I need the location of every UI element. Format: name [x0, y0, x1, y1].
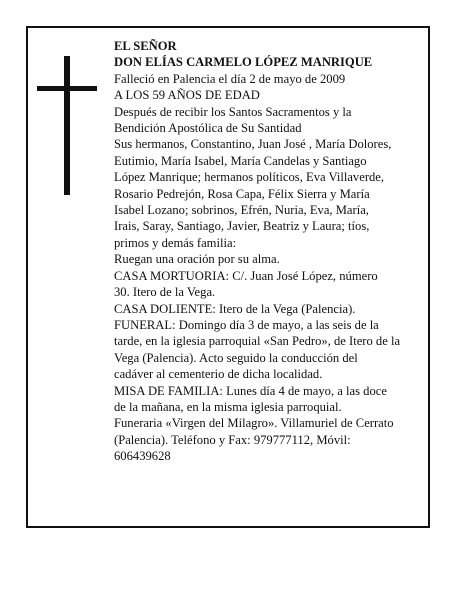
obituary-text — [114, 38, 430, 465]
body-line: Después de recibir los Santos Sacramentos y la — [114, 104, 352, 119]
body-line: CASA DOLIENTE: Itero de la Vega (Palencia). — [114, 301, 356, 316]
body-line: 30. Itero de la Vega. — [114, 285, 216, 300]
body-line: FUNERAL: Domingo día 3 de mayo, a las seis de la — [114, 317, 379, 332]
body-line: Eutimio, María Isabel, María Candelas y Santiago — [114, 153, 367, 168]
notice-heading: EL SEÑOR — [114, 39, 177, 53]
body-line: CASA MORTUORIA: C/. Juan José López, número — [114, 268, 378, 283]
body-line: López Manrique; hermanos políticos, Eva Villaverde, — [114, 170, 385, 185]
body-line: (Palencia). Teléfono y Fax: 979777112, Móvil: — [114, 432, 351, 447]
body-line: 606439628 — [114, 449, 171, 464]
deceased-name: DON ELÍAS CARMELO LÓPEZ MANRIQUE — [114, 55, 373, 70]
body-line: Bendición Apostólica de Su Santidad — [114, 121, 302, 136]
body-line: Vega (Palencia). Acto seguido la conducción del — [114, 350, 358, 365]
body-line: Isabel Lozano; sobrinos, Efrén, Nuria, Eva, María, — [114, 203, 369, 218]
death-date-line: Falleció en Palencia el día 2 de mayo de 2009 — [114, 71, 346, 86]
body-line: primos y demás familia: — [114, 235, 237, 250]
body-line: Irais, Saray, Santiago, Javier, Beatriz y Laura; tíos, — [114, 219, 370, 234]
cross-vertical-bar — [64, 56, 70, 195]
body-line: MISA DE FAMILIA: Lunes día 4 de mayo, a las doce — [114, 383, 387, 398]
body-line: cadáver al cementerio de dicha localidad. — [114, 367, 323, 382]
age-line: A LOS 59 AÑOS DE EDAD — [114, 88, 260, 103]
body-line: de la mañana, en la misma iglesia parroquial. — [114, 399, 342, 414]
body-line: Rosario Pedrejón, Rosa Capa, Félix Sierra y María — [114, 186, 370, 201]
body-line: Ruegan una oración por su alma. — [114, 252, 280, 267]
body-line: Funeraria «Virgen del Milagro». Villamuriel de Cerrato — [114, 416, 394, 431]
body-line: Sus hermanos, Constantino, Juan José , María Dolores, — [114, 137, 392, 152]
body-line: tarde, en la iglesia parroquial «San Pedro», de Itero de la — [114, 334, 401, 349]
cross-horizontal-bar — [37, 86, 97, 91]
